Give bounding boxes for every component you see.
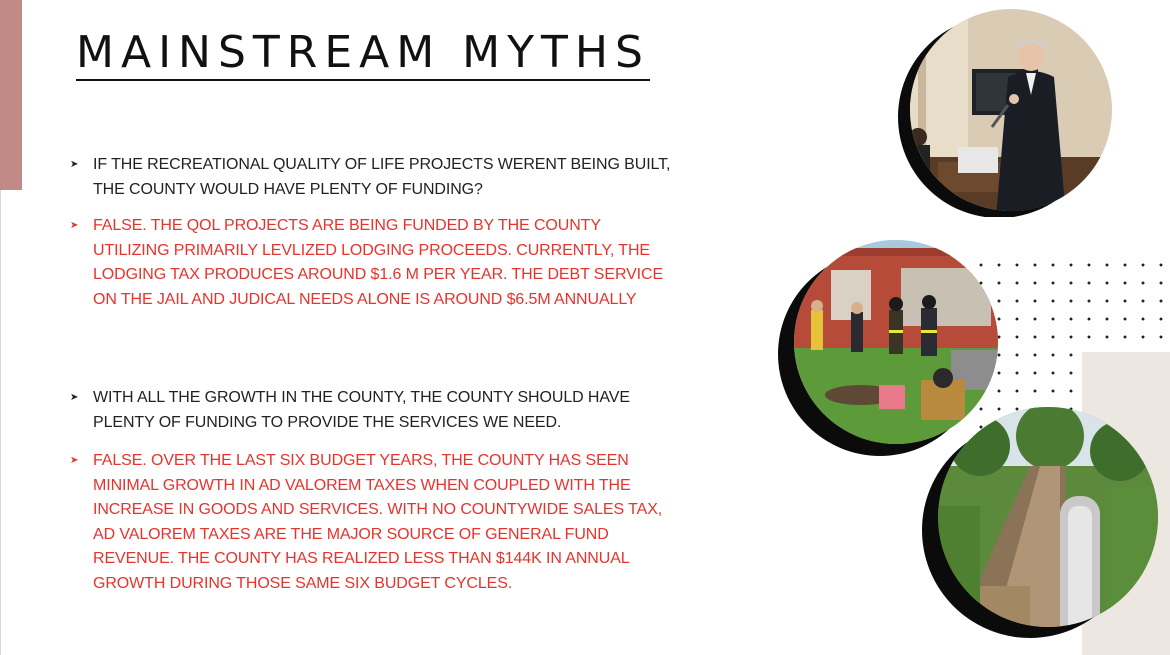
bullet-answer-2 [70,449,680,597]
bullet-text: FALSE. OVER THE LAST SIX BUDGET YEARS, THE COUNTY HAS SEEN MINIMAL GROWTH IN AD VALOREM TAXES WHEN COUPLED WITH THE INCREASE IN GOODS AND SERVICES. WITH NO COUNTYWIDE SALES TAX, AD VALOREM TAXES ARE THE MAJOR SOURCE OF GENERAL FUND REVENUE. THE COUNTY HAS REALIZED LESS THAN $144K IN ANNUAL GROWTH DURING THOSE SAME SIX BUDGET CYCLES. [93,452,663,592]
bullet-question-2 [70,386,680,435]
bullet-text: FALSE. THE QOL PROJECTS ARE BEING FUNDED BY THE COUNTY UTILIZING PRIMARILY LEVLIZED LODGING PROCEEDS. CURRENTLY, THE LODGING TAX PRODUCES AROUND $1.6 M PER YEAR. THE DEBT SERVICE ON THE JAIL AND JUDICAL NEEDS ALONE IS AROUND $6.5M ANNUALLY [93,217,664,308]
slide-title: MAINSTREAM MYTHS [76,28,650,81]
bullet-question-1 [70,153,680,202]
arrowhead-bullet-icon: ➤ [70,455,79,466]
accent-bar [0,0,22,190]
arrowhead-bullet-icon: ➤ [70,159,79,170]
bullet-text: IF THE RECREATIONAL QUALITY OF LIFE PROJECTS WERENT BEING BUILT, THE COUNTY WOULD HAVE PLENTY OF FUNDING? [93,156,671,198]
bullet-answer-1 [70,214,680,312]
arrowhead-bullet-icon: ➤ [70,392,79,403]
bullet-text: WITH ALL THE GROWTH IN THE COUNTY, THE COUNTY SHOULD HAVE PLENTY OF FUNDING TO PROVIDE THE SERVICES WE NEED. [93,389,630,431]
arrowhead-bullet-icon: ➤ [70,220,79,231]
left-divider [0,190,1,655]
photo-speaker-at-podium [888,7,1118,217]
photo-road-construction [920,406,1170,646]
